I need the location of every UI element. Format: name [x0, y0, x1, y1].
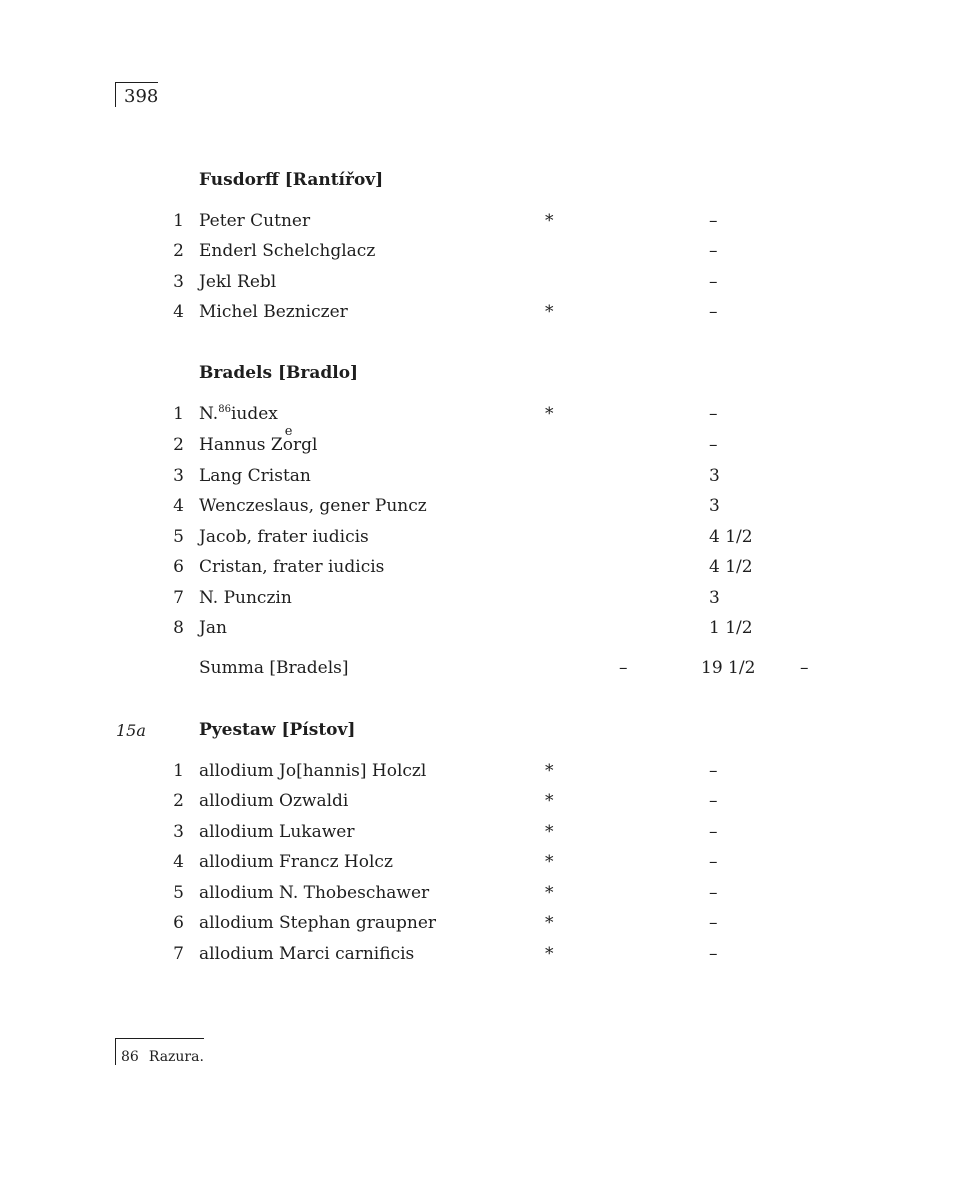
table-row: [0, 791, 960, 817]
margin-folio-note: 15a: [116, 721, 146, 740]
row-number: 8: [173, 618, 184, 638]
table-row: [0, 302, 960, 328]
row-value: –: [709, 944, 718, 964]
row-name: [199, 404, 278, 424]
row-number: 1: [173, 761, 184, 781]
summa-row: [0, 658, 960, 684]
row-star: *: [545, 944, 554, 964]
row-star: *: [545, 404, 554, 424]
section-heading-fusdorff: Fusdorff [Rantířov]: [199, 170, 384, 190]
row-number: 1: [173, 404, 184, 424]
table-row: [0, 883, 960, 909]
row-number: 6: [173, 557, 184, 577]
row-star: *: [545, 913, 554, 933]
table-row: [0, 496, 960, 522]
row-value: –: [709, 761, 718, 781]
table-row: [0, 618, 960, 644]
name-part-b: o: [282, 435, 293, 455]
row-name: [199, 424, 318, 455]
row-value: 4 1/2: [709, 557, 753, 577]
row-number: 6: [173, 913, 184, 933]
row-name: Lang Cristan: [199, 466, 311, 486]
row-star: *: [545, 791, 554, 811]
row-value: 3: [709, 496, 720, 516]
row-name: allodium Francz Holcz: [199, 852, 393, 872]
table-row: [0, 913, 960, 939]
row-number: 5: [173, 883, 184, 903]
row-number: 1: [173, 211, 184, 231]
name-part-c: rgl: [293, 435, 318, 455]
row-name: allodium Stephan graupner: [199, 913, 437, 933]
table-row: [0, 527, 960, 553]
row-number: 3: [173, 822, 184, 842]
row-name: Jan: [199, 618, 227, 638]
row-number: 4: [173, 852, 184, 872]
name-prefix: N.: [199, 404, 219, 424]
row-number: 2: [173, 435, 184, 455]
table-row: [0, 761, 960, 787]
summa-value: 19 1/2: [701, 658, 756, 678]
row-value: –: [709, 272, 718, 292]
summa-label: Summa [Bradels]: [199, 658, 349, 678]
row-name: N. Punczin: [199, 588, 292, 608]
row-name: allodium Ozwaldi: [199, 791, 349, 811]
row-value: –: [709, 404, 718, 424]
row-value: –: [709, 883, 718, 903]
footnote: [115, 1038, 204, 1065]
row-star: *: [545, 302, 554, 322]
row-name: Cristan, frater iudicis: [199, 557, 385, 577]
name-part-a: Hannus Z: [199, 435, 283, 455]
row-name: allodium Lukawer: [199, 822, 355, 842]
row-value: –: [709, 822, 718, 842]
table-row: [0, 211, 960, 237]
table-row: [0, 424, 960, 461]
row-value: 4 1/2: [709, 527, 753, 547]
row-name: allodium N. Thobeschawer: [199, 883, 430, 903]
row-name: Wenczeslaus, gener Puncz: [199, 496, 427, 516]
row-number: 3: [173, 466, 184, 486]
row-number: 2: [173, 241, 184, 261]
row-name: Enderl Schelchglacz: [199, 241, 376, 261]
row-star: *: [545, 822, 554, 842]
row-star: *: [545, 852, 554, 872]
summa-dash-left: –: [619, 658, 628, 678]
table-row: [0, 557, 960, 583]
summa-dash-right: –: [800, 658, 809, 678]
overmark-e: e: [284, 424, 293, 439]
row-value: 3: [709, 466, 720, 486]
row-star: *: [545, 761, 554, 781]
table-row: [0, 272, 960, 298]
row-number: 7: [173, 944, 184, 964]
row-value: –: [709, 913, 718, 933]
row-value: 3: [709, 588, 720, 608]
row-name: allodium Marci carnificis: [199, 944, 415, 964]
table-row: [0, 466, 960, 492]
row-value: –: [709, 435, 718, 455]
row-value: –: [709, 241, 718, 261]
name-text: iudex: [230, 404, 278, 424]
row-value: –: [709, 302, 718, 322]
table-row: [0, 852, 960, 878]
footnote-reference: 86: [218, 404, 231, 415]
footnote-text: Razura.: [148, 1049, 204, 1065]
row-number: 4: [173, 496, 184, 516]
row-name: allodium Jo[hannis] Holczl: [199, 761, 427, 781]
table-row: [0, 944, 960, 970]
row-number: 5: [173, 527, 184, 547]
page-number: 398: [115, 82, 158, 107]
row-value: –: [709, 791, 718, 811]
section-heading-bradels: Bradels [Bradlo]: [199, 363, 359, 383]
row-number: 3: [173, 272, 184, 292]
footnote-number: 86: [121, 1049, 139, 1065]
row-star: *: [545, 211, 554, 231]
section-heading-pyestaw: Pyestaw [Pístov]: [199, 720, 356, 740]
row-name: Michel Bezniczer: [199, 302, 348, 322]
table-row: [0, 588, 960, 614]
row-star: *: [545, 883, 554, 903]
row-value: –: [709, 211, 718, 231]
row-value: –: [709, 852, 718, 872]
row-name: Peter Cutner: [199, 211, 311, 231]
table-row: [0, 404, 960, 430]
row-number: 2: [173, 791, 184, 811]
row-name: Jekl Rebl: [199, 272, 277, 292]
row-value: 1 1/2: [709, 618, 753, 638]
row-number: 7: [173, 588, 184, 608]
superscript-letter: [282, 424, 293, 455]
row-name: Jacob, frater iudicis: [199, 527, 369, 547]
table-row: [0, 241, 960, 267]
row-number: 4: [173, 302, 184, 322]
table-row: [0, 822, 960, 848]
